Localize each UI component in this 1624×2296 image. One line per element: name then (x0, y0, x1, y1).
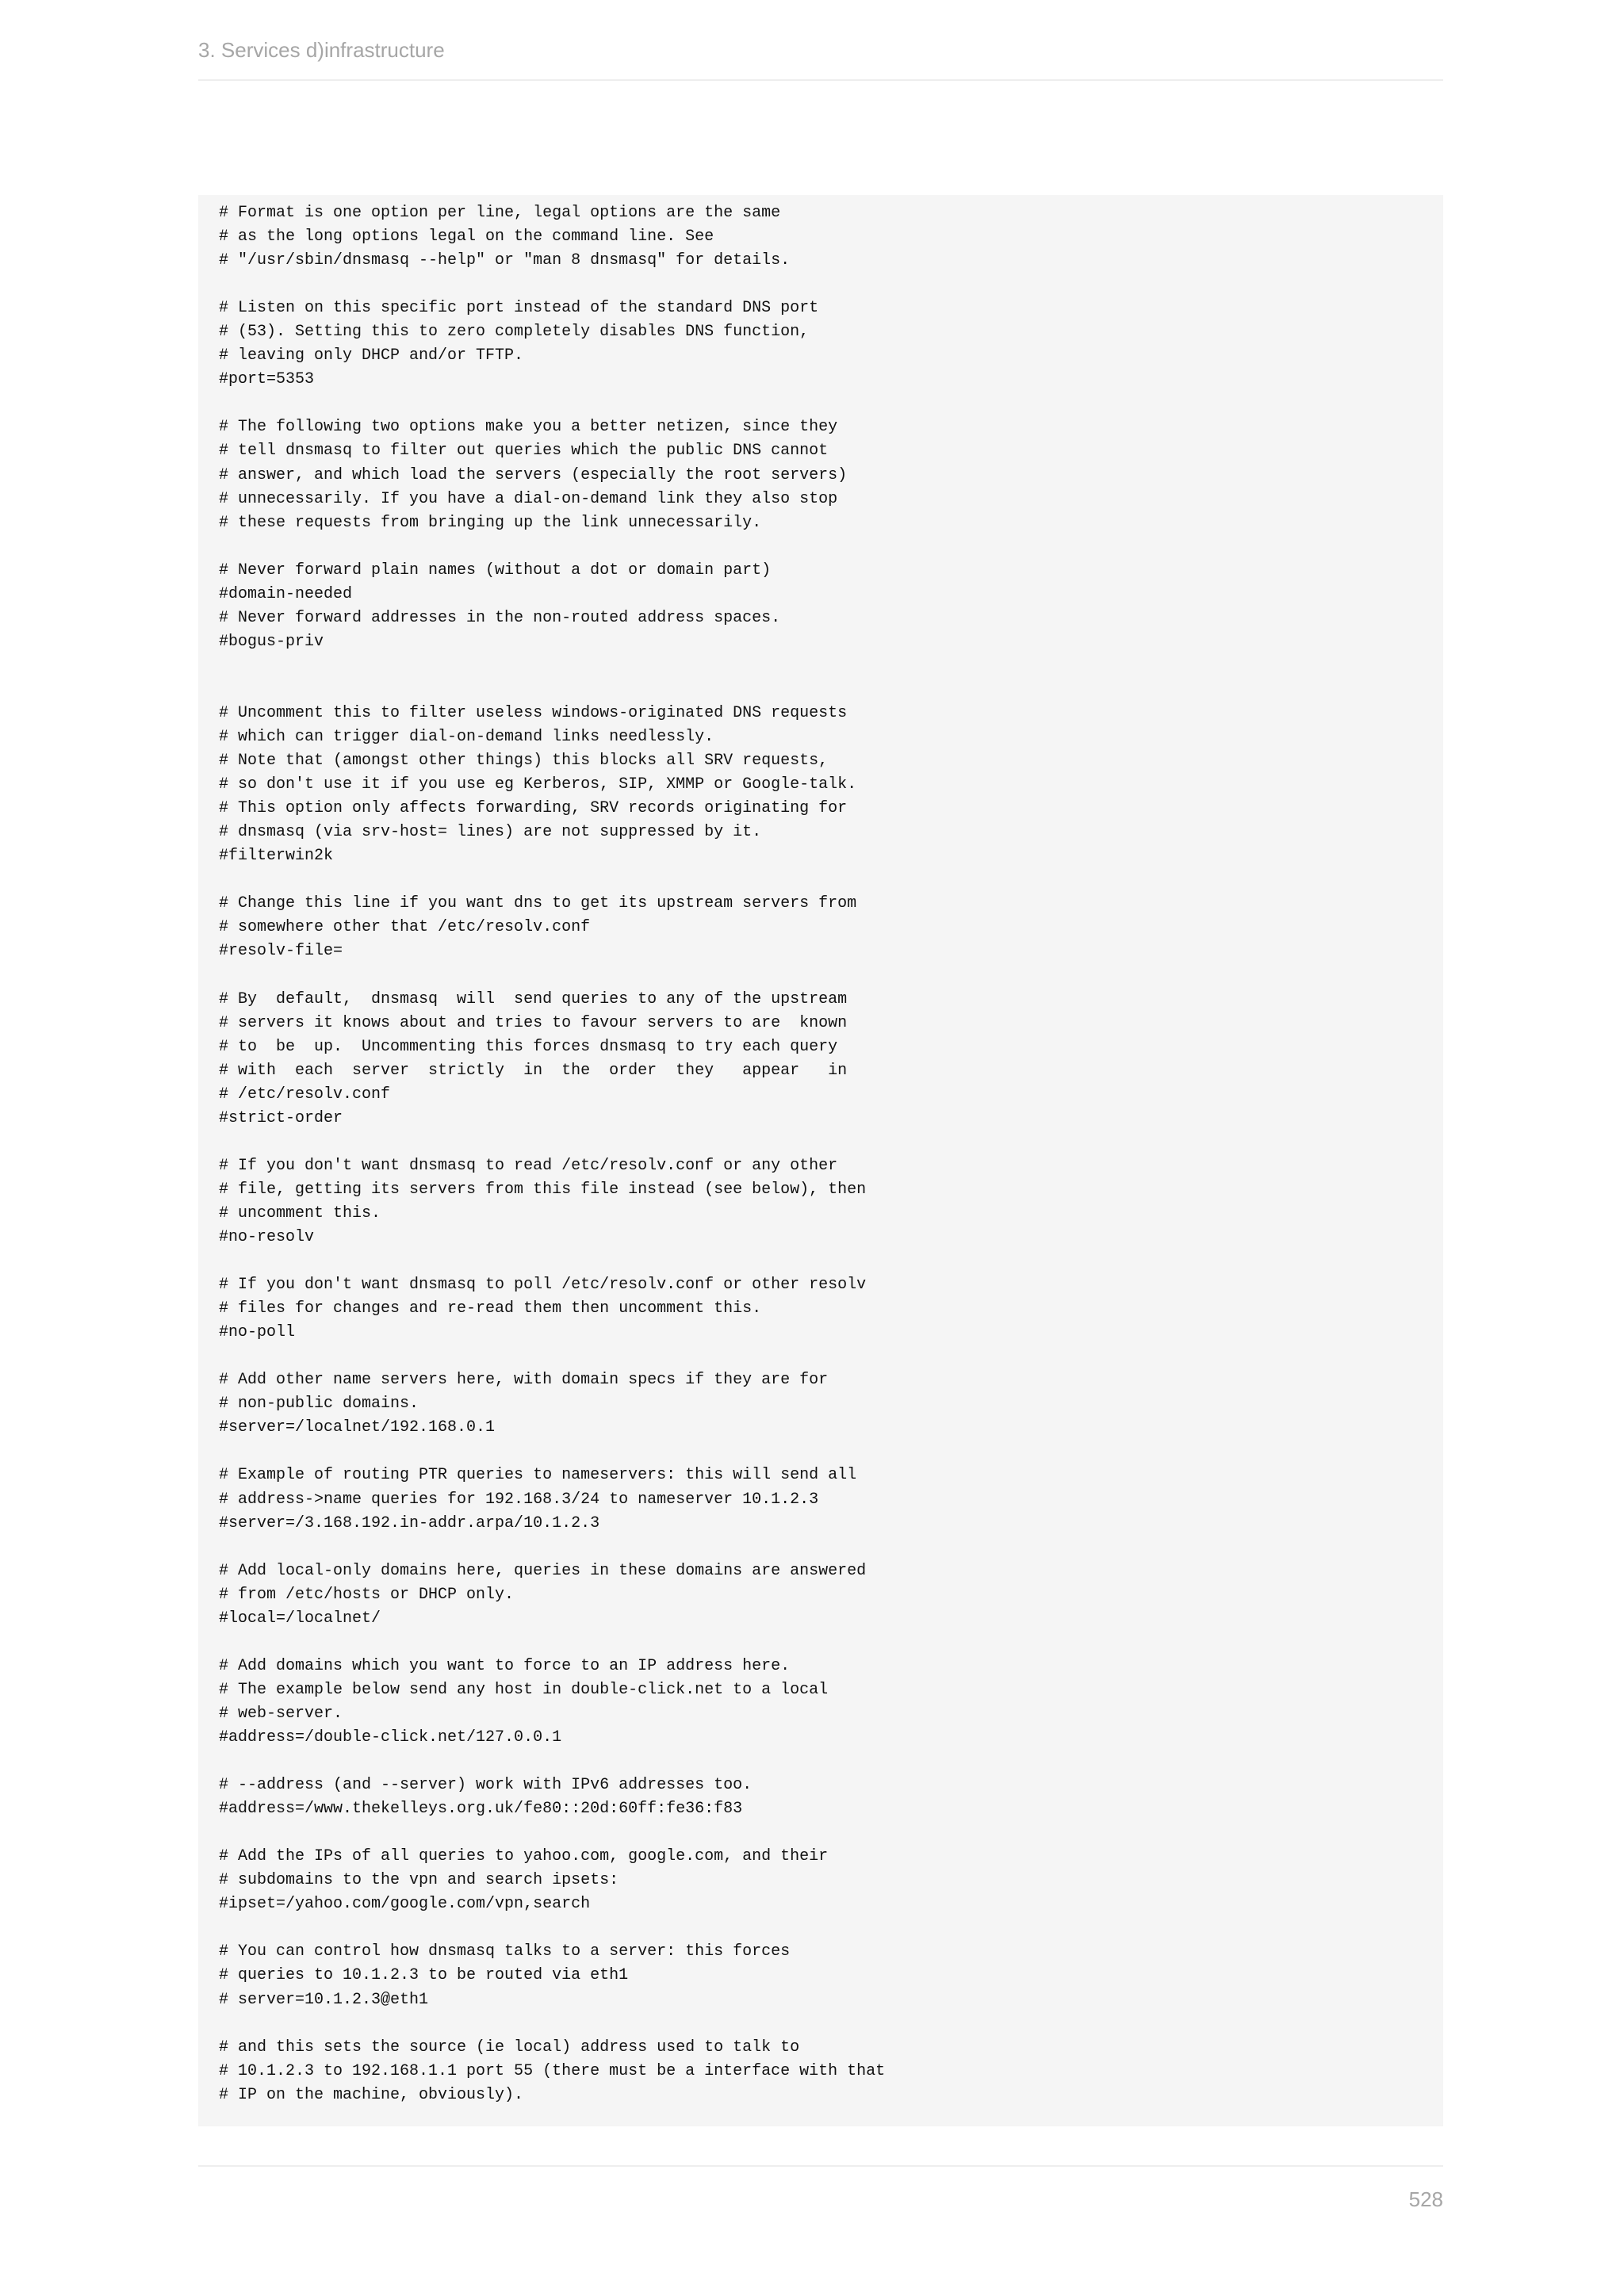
code-line: # Add local-only domains here, queries in these domains are answered (219, 1561, 867, 1580)
code-line: #domain-needed (219, 584, 353, 603)
code-line: # Never forward addresses in the non-routed address spaces. (219, 608, 781, 627)
code-line: # --address (and --server) work with IPv6 addresses too. (219, 1776, 753, 1795)
code-line: #server=/3.168.192.in-addr.arpa/10.1.2.3 (219, 1513, 600, 1533)
code-line: # Uncomment this to filter useless windows-originated DNS requests (219, 703, 848, 722)
page-footer (198, 2165, 1443, 2229)
code-line: # Listen on this specific port instead of the standard DNS port (219, 299, 819, 318)
code-line: # Example of routing PTR queries to nameservers: this will send all (219, 1466, 857, 1485)
code-line: # to be up. Uncommenting this forces dnsmasq to try each query (219, 1037, 838, 1056)
code-line: # The following two options make you a better netizen, since they (219, 418, 838, 437)
code-line: #bogus-priv (219, 632, 324, 651)
code-line: # as the long options legal on the command line. See (219, 228, 714, 247)
code-line: # IP on the machine, obviously). (219, 2085, 524, 2104)
code-line: # Never forward plain names (without a dot or domain part) (219, 561, 772, 580)
code-line: # Change this line if you want dns to get its upstream servers from (219, 894, 857, 913)
code-line (219, 868, 1443, 892)
code-line (219, 273, 1443, 297)
code-line: # leaving only DHCP and/or TFTP. (219, 346, 524, 365)
code-line: # By default, dnsmasq will send queries to any of the upstream (219, 989, 848, 1008)
code-line: # queries to 10.1.2.3 to be routed via eth1 (219, 1966, 629, 1985)
code-line: # The example below send any host in double-click.net to a local (219, 1680, 829, 1699)
code-line: # "/usr/sbin/dnsmasq --help" or "man 8 dnsmasq" for details. (219, 251, 791, 270)
code-line: #strict-order (219, 1108, 343, 1127)
code-line: # Add other name servers here, with domain specs if they are for (219, 1371, 829, 1390)
code-line: # 10.1.2.3 to 192.168.1.1 port 55 (there must be a interface with that (219, 2061, 886, 2080)
page-number: 528 (1408, 2187, 1443, 2211)
code-line: # somewhere other that /etc/resolv.conf (219, 918, 591, 937)
code-line: # If you don't want dnsmasq to poll /etc/resolv.conf or other resolv (219, 1276, 867, 1295)
code-line: # dnsmasq (via srv-host= lines) are not suppressed by it. (219, 823, 762, 842)
code-line: # so don't use it if you use eg Kerberos, SIP, XMMP or Google-talk. (219, 775, 857, 794)
code-line: # subdomains to the vpn and search ipsets: (219, 1871, 619, 1890)
code-line: #filterwin2k (219, 847, 334, 866)
code-line: #address=/double-click.net/127.0.0.1 (219, 1728, 562, 1747)
code-line: # If you don't want dnsmasq to read /etc/resolv.conf or any other (219, 1156, 838, 1175)
code-line: # servers it knows about and tries to favour servers to are known (219, 1013, 848, 1032)
code-line: # address->name queries for 192.168.3/24 to nameserver 10.1.2.3 (219, 1490, 819, 1509)
code-line: # unnecessarily. If you have a dial-on-demand link they also stop (219, 489, 838, 508)
code-line: #ipset=/yahoo.com/google.com/vpn,search (219, 1895, 591, 1914)
code-line: # Add domains which you want to force to an IP address here. (219, 1656, 791, 1675)
code-line: # these requests from bringing up the link unnecessarily. (219, 513, 762, 532)
code-line: #no-poll (219, 1323, 296, 1342)
code-line: # uncomment this. (219, 1203, 381, 1223)
code-line: # Format is one option per line, legal options are the same (219, 204, 781, 222)
code-line (219, 1249, 1443, 1273)
code-line (219, 1440, 1443, 1464)
code-line (219, 535, 1443, 559)
code-line (219, 1345, 1443, 1368)
code-line: #no-resolv (219, 1228, 315, 1247)
code-block (198, 195, 1443, 2126)
code-line: # tell dnsmasq to filter out queries which the public DNS cannot (219, 442, 829, 461)
code-line: # files for changes and re-read them then uncomment this. (219, 1299, 762, 1318)
code-line: # with each server strictly in the order they appear in (219, 1061, 848, 1080)
code-line: # web-server. (219, 1704, 343, 1723)
code-line: # This option only affects forwarding, SRV records originating for (219, 799, 848, 818)
code-line: # which can trigger dial-on-demand links needlessly. (219, 728, 714, 747)
code-line: # You can control how dnsmasq talks to a server: this forces (219, 1942, 791, 1961)
chapter-title: 3. Services d)infrastructure (198, 38, 445, 62)
code-line (219, 1131, 1443, 1154)
code-line (219, 964, 1443, 988)
code-line: # Add the IPs of all queries to yahoo.com, google.com, and their (219, 1847, 829, 1866)
code-line: #server=/localnet/192.168.0.1 (219, 1418, 496, 1437)
code-line: #local=/localnet/ (219, 1609, 381, 1628)
code-line: # file, getting its servers from this file instead (see below), then (219, 1180, 867, 1199)
page-header (198, 35, 1443, 81)
code-line (219, 1821, 1443, 1845)
code-line (219, 1536, 1443, 1559)
code-line: # answer, and which load the servers (especially the root servers) (219, 465, 848, 484)
code-line (219, 1916, 1443, 1940)
code-line: # Note that (amongst other things) this blocks all SRV requests, (219, 752, 829, 771)
code-line (219, 392, 1443, 415)
code-line: # (53). Setting this to zero completely disables DNS function, (219, 323, 810, 342)
code-line: # /etc/resolv.conf (219, 1085, 391, 1104)
code-line: #port=5353 (219, 370, 315, 389)
code-line: # non-public domains. (219, 1395, 419, 1414)
code-line (219, 1750, 1443, 1774)
code-line (219, 2012, 1443, 2036)
code-line (219, 654, 1443, 678)
code-line (219, 1631, 1443, 1655)
code-line: # and this sets the source (ie local) address used to talk to (219, 2038, 800, 2057)
code-line (219, 678, 1443, 702)
code-line: # from /etc/hosts or DHCP only. (219, 1585, 515, 1604)
code-line: #address=/www.thekelleys.org.uk/fe80::20d:60ff:fe36:f83 (219, 1800, 743, 1819)
code-line: #resolv-file= (219, 942, 343, 961)
code-line: # server=10.1.2.3@eth1 (219, 1990, 429, 2009)
